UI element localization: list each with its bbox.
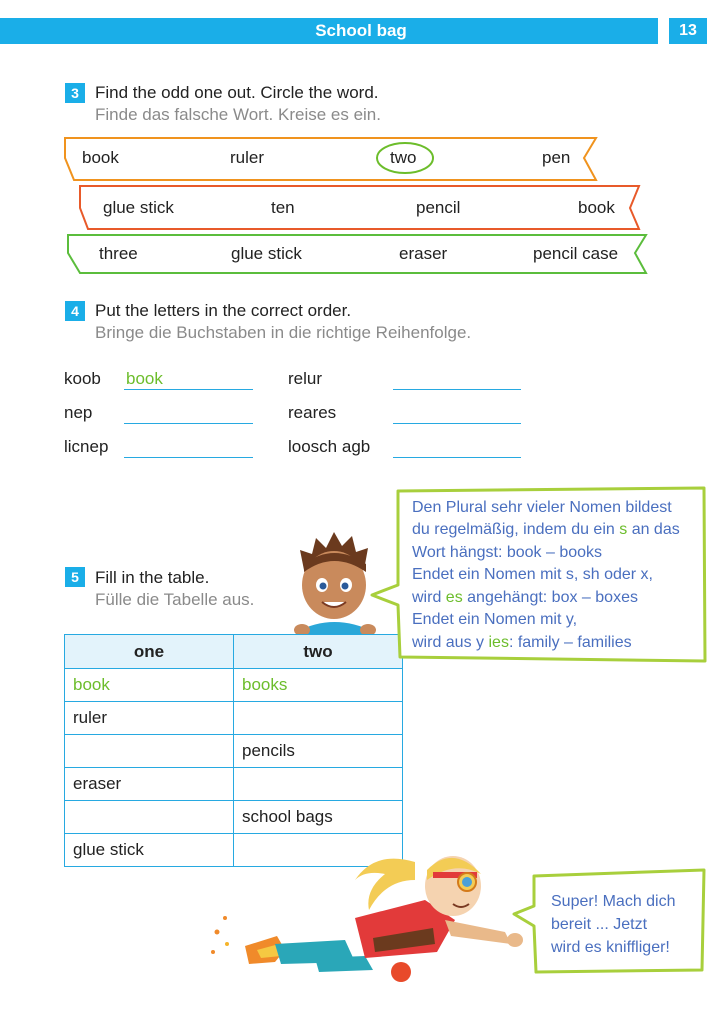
scrambled-word: loosch agb [288,437,371,456]
table-row [65,801,403,834]
tip-line-5: wird es angehängt: box – boxes [412,589,638,606]
scrambled-word: relur [288,369,323,388]
ex3-row2-word[interactable]: ten [271,198,295,217]
exercise-5-title-en: Fill in the table. [95,568,210,587]
tip-line-6: Endet ein Nomen mit y, [412,611,578,628]
ex3-row1-word-circled[interactable]: two [390,148,417,167]
exercise-4-title-de: Bringe die Buchstaben in die richtige Reihenfolge. [95,323,472,342]
scrambled-word: nep [64,403,93,422]
page-title: School bag [315,21,407,40]
answer-line[interactable] [393,457,521,458]
tip-line-2: du regelmäßig, indem du ein s an das [412,521,680,538]
table-row [65,768,403,801]
encourage-line-2: bereit ... Jetzt [551,916,648,933]
table-cell-two[interactable] [234,768,403,801]
table-row [65,669,403,702]
tip-line-4: Endet ein Nomen mit s, sh oder x, [412,566,653,583]
scrambled-word: licnep [64,437,109,456]
table-cell-one: book [65,669,234,702]
tip-line-7: wird aus y ies: family – families [412,634,632,651]
flying-girl-illustration [205,840,535,1010]
table-cell-two: books [234,669,403,702]
ex3-row3-word[interactable]: pencil case [533,244,619,263]
table-cell-one: glue stick [65,834,234,867]
scrambled-word: reares [288,403,337,422]
table-cell-one[interactable] [65,801,234,834]
answer-line[interactable] [124,423,253,424]
plural-table [64,634,403,867]
answer-line[interactable] [124,389,253,390]
exercise-4-title-en: Put the letters in the correct order. [95,301,352,320]
answer-line[interactable] [124,457,253,458]
table-cell-one: eraser [65,768,234,801]
ex3-row1-word[interactable]: book [82,148,119,167]
exercise-3-title-de: Finde das falsche Wort. Kreise es ein. [95,105,381,124]
table-cell-one[interactable] [65,735,234,768]
exercise-3-title-en: Find the odd one out. Circle the word. [95,83,379,102]
ex3-row1-word[interactable]: ruler [230,148,265,167]
ex3-row1-word[interactable]: pen [542,148,571,167]
exercise-4-number: 4 [65,301,85,321]
tip-line-3: Wort hängst: book – books [412,544,603,561]
table-cell-one: ruler [65,702,234,735]
ex3-row3-word[interactable]: glue stick [231,244,302,263]
table-cell-two: pencils [234,735,403,768]
answer-line[interactable] [393,423,521,424]
ex3-row2-word[interactable]: pencil [416,198,461,217]
page-number: 13 [669,18,707,44]
ex3-row3-word[interactable]: eraser [399,244,448,263]
encourage-line-3: wird es kniffliger! [551,939,670,956]
exercise-3-number: 3 [65,83,85,103]
ex3-row2-word[interactable]: glue stick [103,198,174,217]
tip-line-1: Den Plural sehr vieler Nomen bildest [412,499,672,516]
encourage-line-1: Super! Mach dich [551,893,676,910]
ex3-row3-word[interactable]: three [99,244,138,263]
scrambled-word: koob [64,369,101,388]
table-row [65,735,403,768]
answer-text: book [126,369,163,388]
ribbon-row-1 [65,138,596,180]
table-cell-two[interactable] [234,702,403,735]
exercise-5-title-de: Fülle die Tabelle aus. [95,590,255,609]
column-header-one: one [65,635,234,669]
table-row [65,702,403,735]
ex3-row2-word[interactable]: book [578,198,615,217]
column-header-two: two [234,635,403,669]
exercise-5-number: 5 [65,567,85,587]
table-header-row [65,635,403,669]
answer-line[interactable] [393,389,521,390]
table-cell-two: school bags [234,801,403,834]
